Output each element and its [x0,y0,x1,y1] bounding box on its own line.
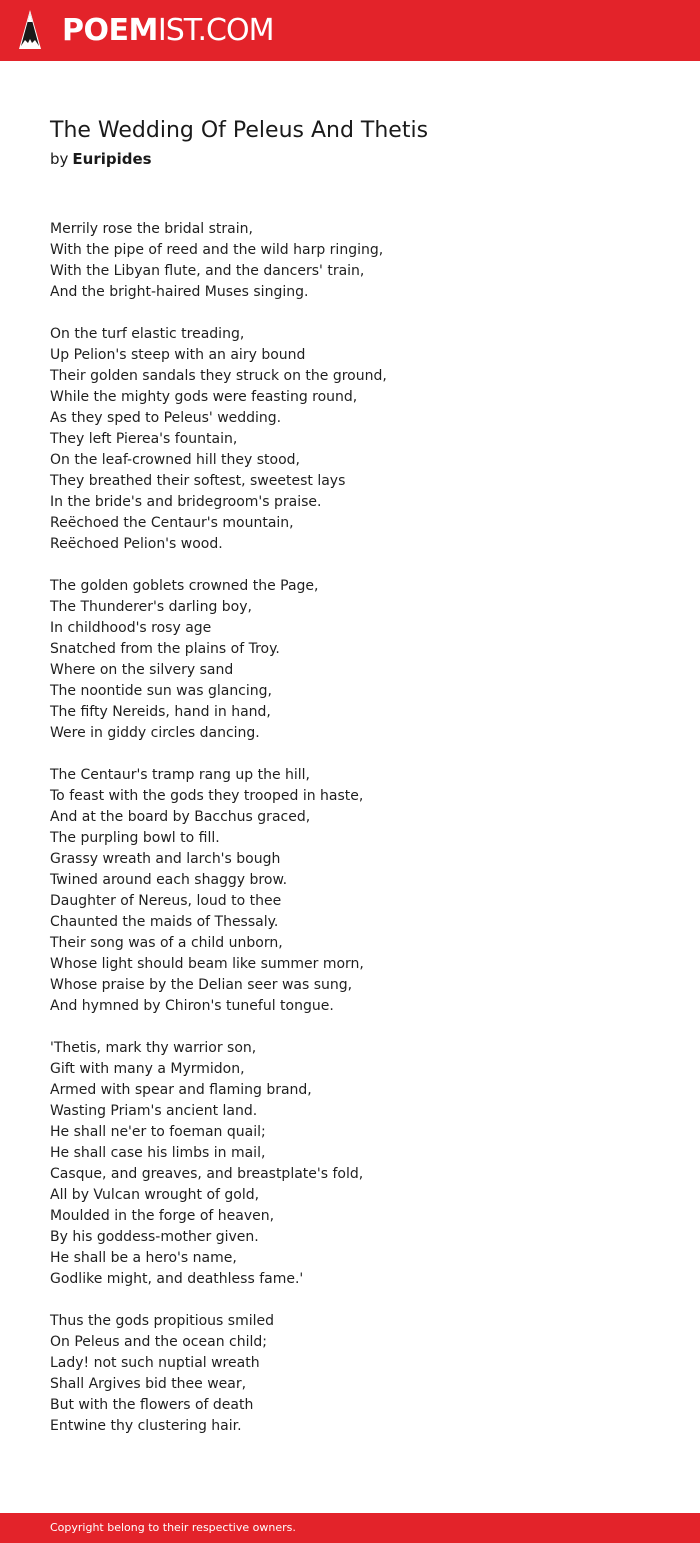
poem-line: Casque, and greaves, and breastplate's fold, [50,1166,364,1182]
poem-line: Chaunted the maids of Thessaly. [50,914,279,930]
author-name: Euripides [72,150,152,168]
logo-light-text: IST.COM [157,13,274,48]
poem-line: On the leaf-crowned hill they stood, [50,452,301,468]
poem-line: And hymned by Chiron's tuneful tongue. [50,998,334,1014]
poem-line: By his goddess-mother given. [50,1229,259,1245]
poem-line: Up Pelion's steep with an airy bound [50,347,306,363]
poem-line: The noontide sun was glancing, [50,683,272,699]
poem-line: While the mighty gods were feasting round, [50,389,358,405]
poem-line: They breathed their softest, sweetest lays [50,473,346,489]
poem-line: The Thunderer's darling boy, [50,599,252,615]
poem-line: Moulded in the forge of heaven, [50,1208,275,1224]
poem-line: Shall Argives bid thee wear, [50,1376,247,1392]
poem-line: They left Pierea's fountain, [50,431,238,447]
poem-line: On Peleus and the ocean child; [50,1334,267,1350]
poem-line: Daughter of Nereus, loud to thee [50,893,282,909]
site-logo[interactable] [62,13,273,49]
poem-line: To feast with the gods they trooped in haste, [50,788,364,804]
poem-line: Merrily rose the bridal strain, [50,221,253,237]
poem-stanza [50,324,650,555]
poem-line: In childhood's rosy age [50,620,212,636]
poem-line: Twined around each shaggy brow. [50,872,288,888]
poem-line: Whose light should beam like summer morn, [50,956,364,972]
poem-line: But with the flowers of death [50,1397,254,1413]
poem-stanza [50,1038,650,1290]
poem-line: Their golden sandals they struck on the ground, [50,368,387,384]
poem-line: Thus the gods propitious smiled [50,1313,274,1329]
poem-line: With the Libyan flute, and the dancers' train, [50,263,365,279]
by-label: by [50,150,69,168]
poem-line: All by Vulcan wrought of gold, [50,1187,260,1203]
poem-line: The fifty Nereids, hand in hand, [50,704,271,720]
poem-line: Grassy wreath and larch's bough [50,851,281,867]
pencil-tip-icon[interactable] [18,9,42,51]
poem-line: Reëchoed Pelion's wood. [50,536,223,552]
poem-line: Snatched from the plains of Troy. [50,641,280,657]
poem-line: As they sped to Peleus' wedding. [50,410,282,426]
poem-stanza [50,765,650,1017]
byline [50,149,152,169]
copyright-text: Copyright belong to their respective owners. [50,1521,296,1534]
logo-bold-text: POEM [62,13,158,48]
poem-line: He shall be a hero's name, [50,1250,237,1266]
poem-line: The golden goblets crowned the Page, [50,578,319,594]
poem-line: Reëchoed the Centaur's mountain, [50,515,294,531]
poem-line: Godlike might, and deathless fame.' [50,1271,304,1287]
site-header [0,0,700,61]
poem-line: On the turf elastic treading, [50,326,245,342]
poem-line: The Centaur's tramp rang up the hill, [50,767,311,783]
poem-line: Were in giddy circles dancing. [50,725,260,741]
poem-line: And the bright-haired Muses singing. [50,284,309,300]
poem-line: 'Thetis, mark thy warrior son, [50,1040,257,1056]
poem-line: Whose praise by the Delian seer was sung, [50,977,353,993]
poem-body [50,219,650,1458]
poem-line: Armed with spear and flaming brand, [50,1082,312,1098]
poem-line: He shall ne'er to foeman quail; [50,1124,266,1140]
poem-line: In the bride's and bridegroom's praise. [50,494,322,510]
poem-line: The purpling bowl to fill. [50,830,220,846]
site-footer [0,1513,700,1543]
poem-line: Where on the silvery sand [50,662,234,678]
poem-line: He shall case his limbs in mail, [50,1145,266,1161]
poem-line: Wasting Priam's ancient land. [50,1103,258,1119]
poem-stanza [50,1311,650,1437]
poem-line: Gift with many a Myrmidon, [50,1061,245,1077]
poem-line: Their song was of a child unborn, [50,935,283,951]
poem-line: And at the board by Bacchus graced, [50,809,311,825]
poem-title: The Wedding Of Peleus And Thetis [50,118,429,143]
poem-line: Lady! not such nuptial wreath [50,1355,260,1371]
poem-stanza [50,219,650,303]
poem-line: With the pipe of reed and the wild harp ringing, [50,242,384,258]
poem-stanza [50,576,650,744]
poem-line: Entwine thy clustering hair. [50,1418,242,1434]
